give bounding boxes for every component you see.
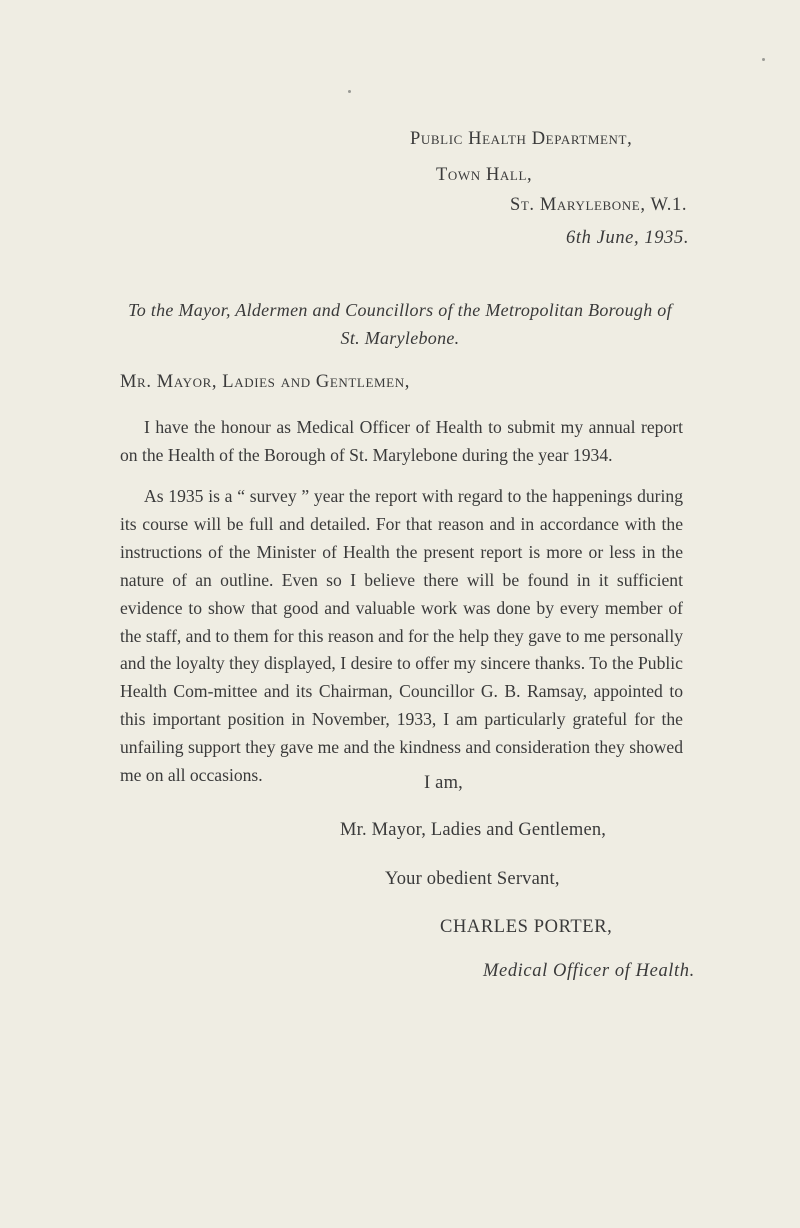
location-line: St. Marylebone, W.1. — [510, 195, 688, 215]
signature-name: CHARLES PORTER, — [440, 917, 613, 937]
date-line: 6th June, 1935. — [566, 228, 690, 248]
signature-title: Medical Officer of Health. — [483, 961, 695, 981]
addressee-line-1: To the Mayor, Aldermen and Councillors of the Metropolitan Borough of — [128, 300, 672, 320]
closing-address: Mr. Mayor, Ladies and Gentlemen, — [340, 820, 607, 840]
closing-i-am: I am, — [424, 773, 464, 793]
department-line: Public Health Department, — [410, 129, 633, 149]
closing-servant: Your obedient Servant, — [385, 869, 560, 889]
paragraph-1 — [120, 414, 683, 470]
addressee-line-2: St. Marylebone. — [340, 328, 460, 348]
salutation: Mr. Mayor, Ladies and Gentlemen, — [120, 372, 410, 392]
building-line: Town Hall, — [436, 165, 533, 185]
paragraph-1-text: I have the honour as Medical Officer of Health to submit my annual report on the Health of the Borough of St. Marylebone during the year 1934. — [120, 417, 683, 465]
paragraph-2 — [120, 483, 683, 790]
paper-speck — [762, 58, 765, 61]
paper-speck — [348, 90, 351, 93]
paragraph-2-text: As 1935 is a “ survey ” year the report with regard to the happenings during its course will be full and detailed. For that reason and in accordance with the instructions of the Minister of Health the present report is more or less in the nature of an outline. Even so I believe there will be found in it sufficient evidence to show that good and valuable work was done by every member of the staff, and to them for this reason and for the help they gave to me personally and the loyalty they displayed, I desire to offer my sincere thanks. To the Public Health Com-mittee and its Chairman, Councillor G. B. Ramsay, appointed to this important position in November, 1933, I am particularly grateful for the unfailing support they gave me and the kindness and consideration they showed me on all occasions. — [120, 486, 683, 786]
addressee-block — [100, 296, 700, 352]
